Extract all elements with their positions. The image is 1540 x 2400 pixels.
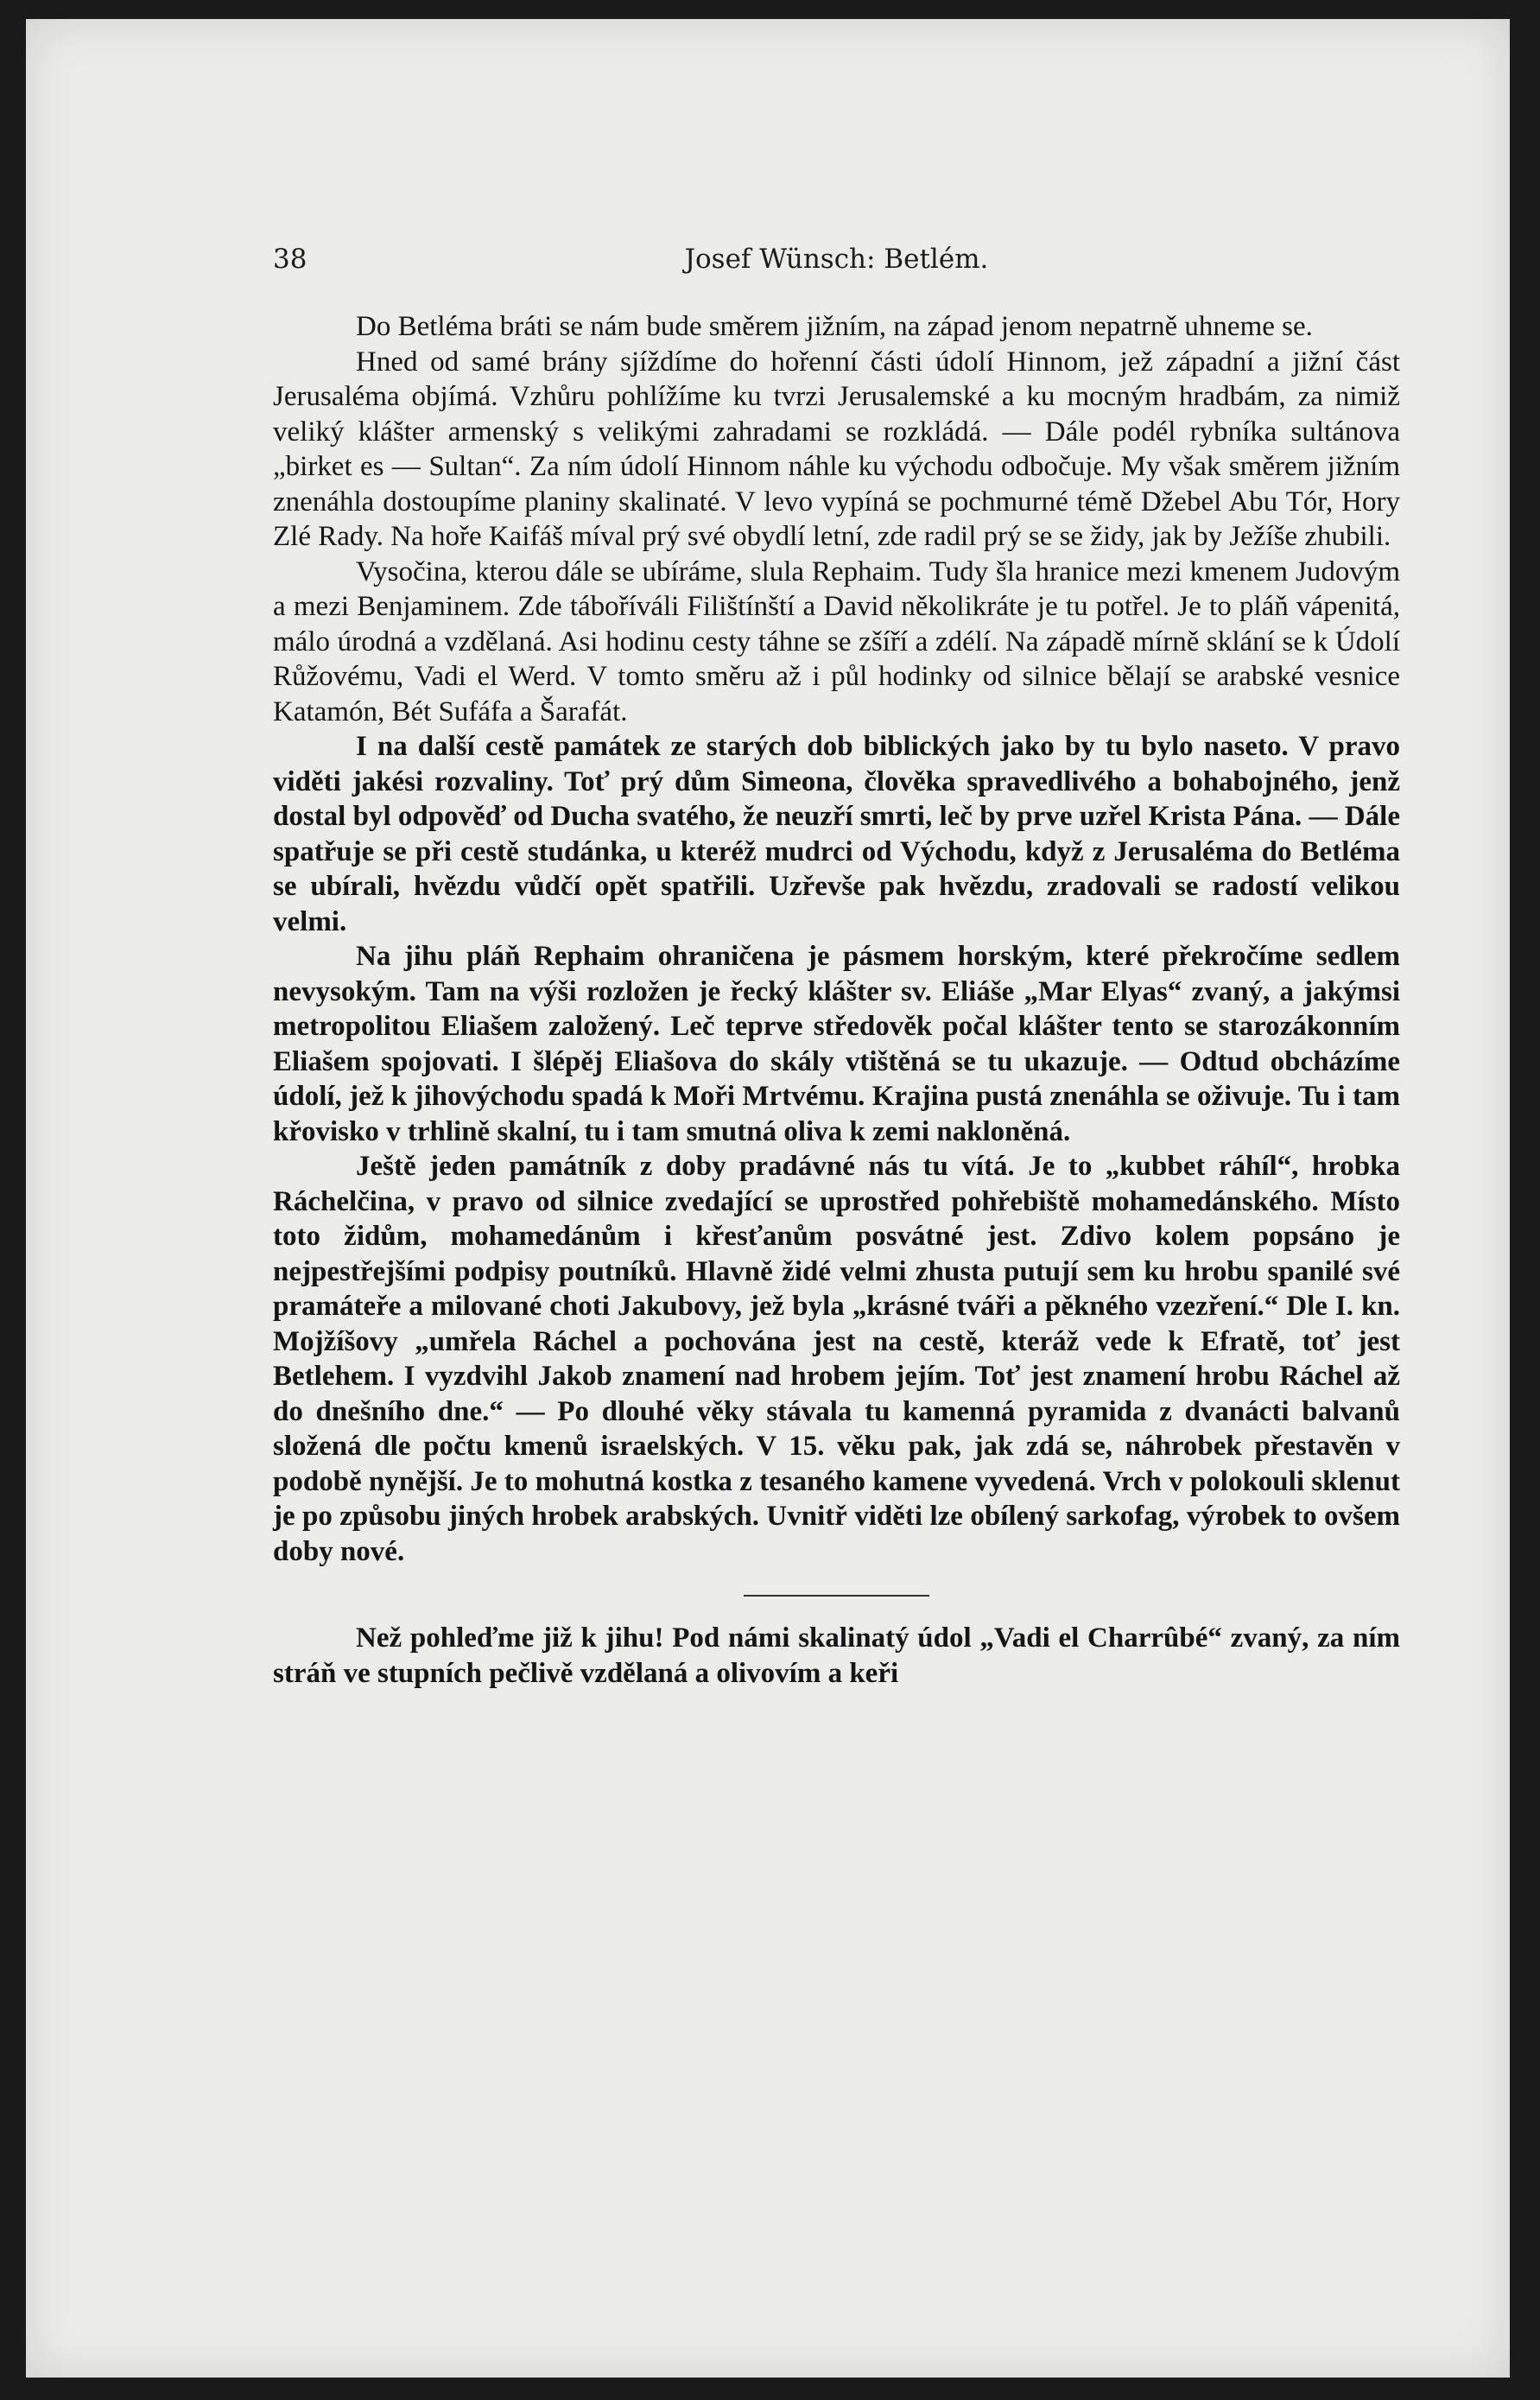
book-page	[26, 19, 1510, 2378]
paragraph: Na jihu pláň Rephaim ohraničena je pásmem horským, které překročíme sedlem nevysokým. Tam na výši rozložen je řecký klášter sv. Eliáše „Mar Elyas“ zvaný, a jakýmsi metropolitou Eliašem založený. Leč teprve středověk počal klášter tento se starozákonním Eliašem spojovati. I šlépěj Eliašova do skály vtištěná se tu ukazuje. — Odtud obcházíme údolí, jež k jihovýchodu spadá k Moři Mrtvému. Krajina pustá znenáhla se oživuje. Tu i tam křovisko v trhlině skalní, tu i tam smutná oliva k zemi nakloněná.	[273, 941, 1400, 1147]
page-content	[273, 218, 1400, 1691]
paragraph: I na další cestě památek ze starých dob biblických jako by tu bylo naseto. V pravo viděti jakési rozvaliny. Toť prý dům Simeona, člověka spravedlivého a bohabojného, jenž dostal byl odpověď od Ducha svatého, že neuzří smrti, leč by prve uzřel Krista Pána. — Dále spatřuje se při cestě studánka, u kteréž mudrci od Východu, když z Jerusaléma do Betléma se ubírali, hvězdu vůdčí opět spatřili. Uzřevše pak hvězdu, zradovali se radostí velikou velmi.	[273, 731, 1400, 937]
page-number: 38	[273, 244, 307, 275]
paragraph: Než pohleďme již k jihu! Pod námi skalinatý údol „Vadi el Charrûbé“ zvaný, za ním stráň ve stupních pečlivě vzdělaná a olivovím a keři	[273, 1622, 1400, 1689]
body-text	[273, 309, 1400, 1691]
running-title: Josef Wünsch: Betlém.	[684, 244, 989, 275]
section-divider	[744, 1595, 929, 1597]
paragraph: Ještě jeden památník z doby pradávné nás tu vítá. Je to „kubbet ráhíl“, hrobka Ráchelčina, v pravo od silnice zvedající se uprostřed pohřebiště mohamedánského. Místo toto židům, mohamedánům i křesťanům posvátné jest. Zdivo kolem popsáno je nejpestřejšími podpisy poutníků. Hlavně židé velmi zhusta putují sem ku hrobu spanilé své pramáteře a milované choti Jakubovy, jež byla „krásné tváři a pěkného vzezření.“ Dle I. kn. Mojžíšovy „umřela Ráchel a pochována jest na cestě, kteráž vede k Efratě, toť jest Betlehem. I vyzdvihl Jakob znamení nad hrobem jejím. Toť jest znamení hrobu Ráchel až do dnešního dne.“ — Po dlouhé věky stávala tu kamenná pyramida z dvanácti balvanů složená dle počtu kmenů israelských. V 15. věku pak, jak zdá se, náhrobek přestavěn v podobě nynější. Je to mohutná kostka z tesaného kamene vyvedená. Vrch v polokouli sklenut je po způsobu jiných hrobek arabských. Uvnitř viděti lze obílený sarkofag, výrobek to ovšem doby nové.	[273, 1151, 1400, 1567]
paragraph: Hned od samé brány sjíždíme do hořenní části údolí Hinnom, jež západní a jižní část Jerusaléma objímá. Vzhůru pohlížíme ku tvrzi Jerusalemské a ku mocným hradbám, za nimiž veliký klášter armenský s velikými zahradami se rozkládá. — Dále podél rybníka sultánova „birket es — Sultan“. Za ním údolí Hinnom náhle ku východu odbočuje. My však směrem jižním znenáhla dostoupíme planiny skalinaté. V levo vypíná se pochmurné témě Džebel Abu Tór, Hory Zlé Rady. Na hoře Kaifáš míval prý své obydlí letní, zde radil prý se se židy, jak by Ježíše zhubili.	[273, 346, 1400, 552]
running-head	[273, 218, 1400, 278]
paragraph: Do Betléma bráti se nám bude směrem jižním, na západ jenom nepatrně uhneme se.	[356, 311, 1313, 342]
paragraph: Vysočina, kterou dále se ubíráme, slula Rephaim. Tudy šla hranice mezi kmenem Judovým a mezi Benjaminem. Zde táboříváli Filištínští a David několikráte je tu potřel. Je to pláň vápenitá, málo úrodná a vzdělaná. Asi hodinu cesty táhne se zšíří a zdélí. Na západě mírně sklání se k Údolí Růžovému, Vadi el Werd. V tomto směru až i půl hodinky od silnice bělají se arabské vesnice Katamón, Bét Sufáfa a Šarafát.	[273, 556, 1400, 727]
